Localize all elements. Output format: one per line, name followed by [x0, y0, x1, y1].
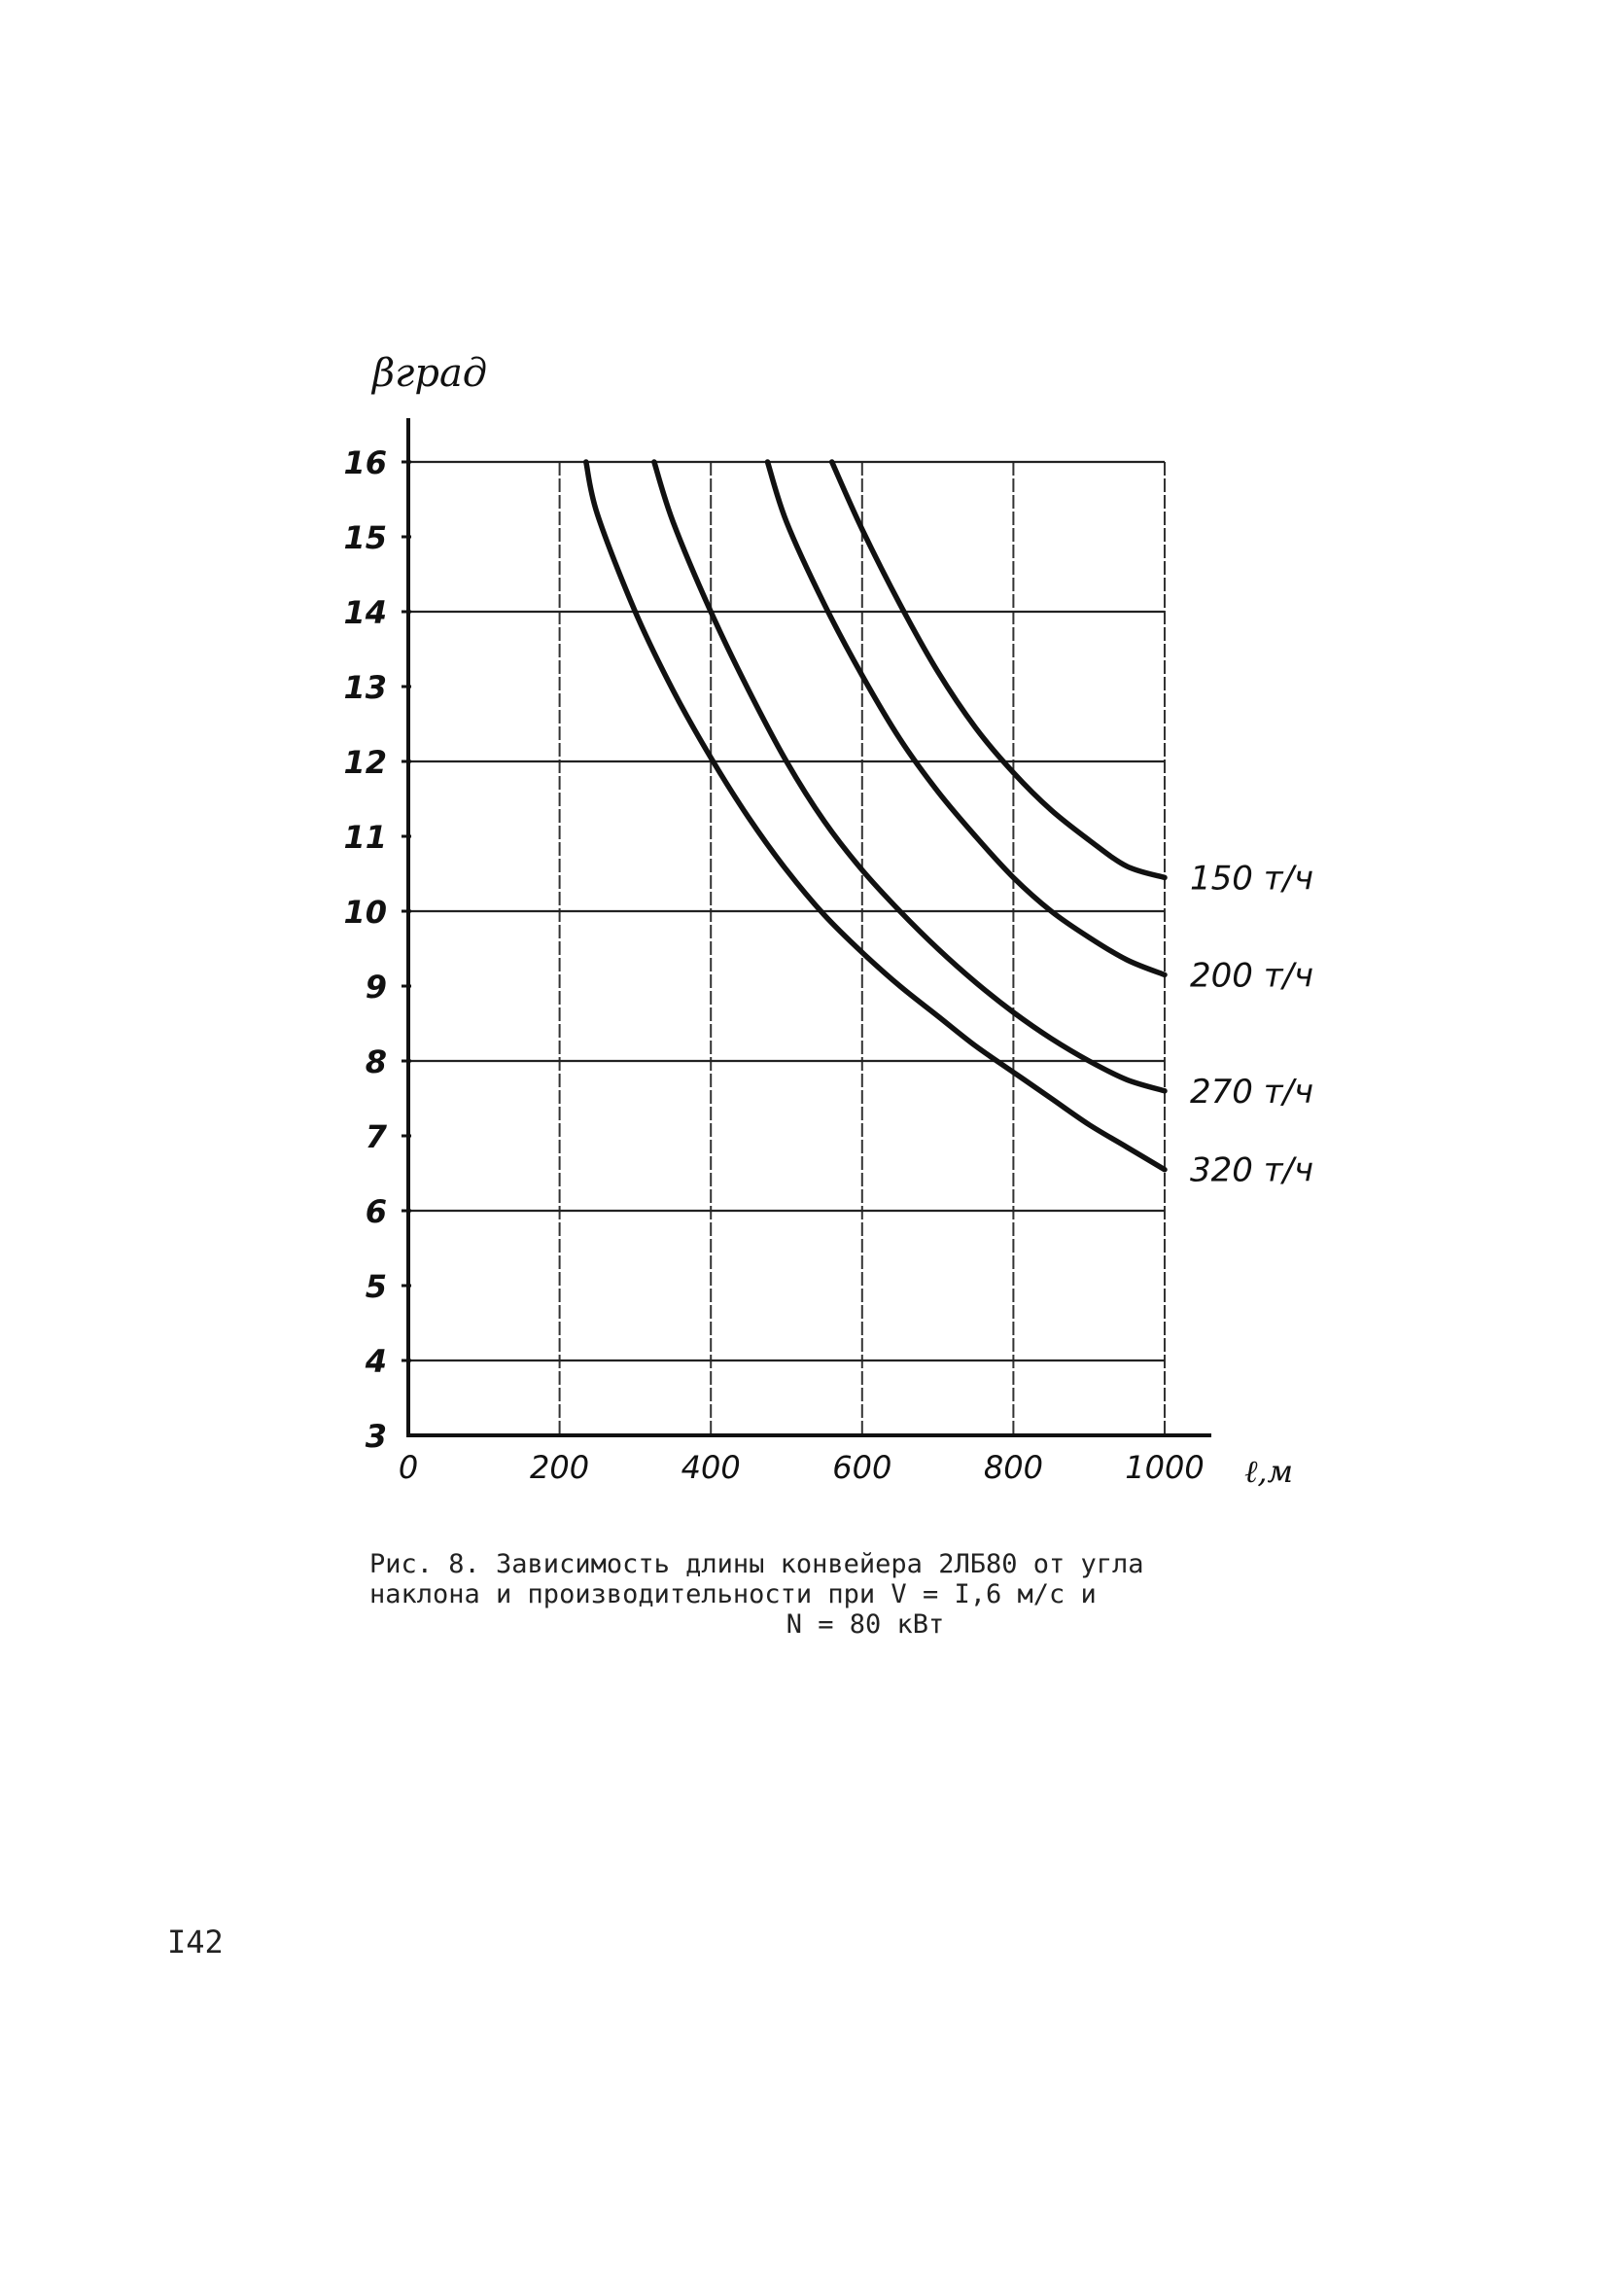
- y-tick-label-3: 3: [365, 1418, 387, 1455]
- y-tick-label-14: 14: [343, 594, 387, 631]
- series-label-2: 200 т/ч: [1190, 956, 1314, 996]
- series-line-4: [586, 462, 1165, 1170]
- x-tick-label-200: 200: [530, 1449, 590, 1486]
- series-label-4: 320 т/ч: [1190, 1150, 1314, 1190]
- series-label-3: 270 т/ч: [1190, 1072, 1314, 1112]
- series-line-1: [832, 462, 1165, 877]
- y-tick-label-8: 8: [365, 1043, 387, 1080]
- caption-line-3: N = 80 кВт: [786, 1609, 945, 1640]
- figure-caption: [369, 1549, 1303, 1640]
- y-tick-label-9: 9: [365, 969, 387, 1006]
- y-tick-label-4: 4: [365, 1343, 387, 1380]
- x-axis-title: ℓ,м: [1244, 1453, 1294, 1490]
- y-tick-label-10: 10: [343, 894, 387, 931]
- grid: [408, 462, 1165, 1435]
- y-tick-label-13: 13: [343, 669, 387, 706]
- caption-line-1: Рис. 8. Зависимость длины конвейера 2ЛБ80 от угла: [369, 1549, 1144, 1579]
- x-tick-label-0: 0: [398, 1449, 419, 1486]
- x-tick-label-1000: 1000: [1125, 1449, 1205, 1486]
- y-tick-label-6: 6: [365, 1193, 387, 1230]
- y-tick-label-16: 16: [343, 444, 387, 481]
- series-lines: [586, 462, 1165, 1170]
- page-number: I42: [167, 1924, 224, 1960]
- y-tick-label-5: 5: [365, 1268, 387, 1305]
- y-tick-label-7: 7: [365, 1118, 387, 1155]
- x-tick-label-600: 600: [832, 1449, 892, 1486]
- y-tick-label-12: 12: [343, 744, 387, 781]
- x-tick-label-400: 400: [681, 1449, 741, 1486]
- caption-line-2: наклона и производительности при V = I,6 м/с и: [369, 1579, 1097, 1609]
- y-axis-title: βград: [372, 351, 488, 396]
- x-tick-label-800: 800: [983, 1449, 1043, 1486]
- y-tick-label-15: 15: [343, 519, 387, 556]
- series-label-1: 150 т/ч: [1190, 859, 1314, 899]
- y-tick-label-11: 11: [343, 819, 387, 856]
